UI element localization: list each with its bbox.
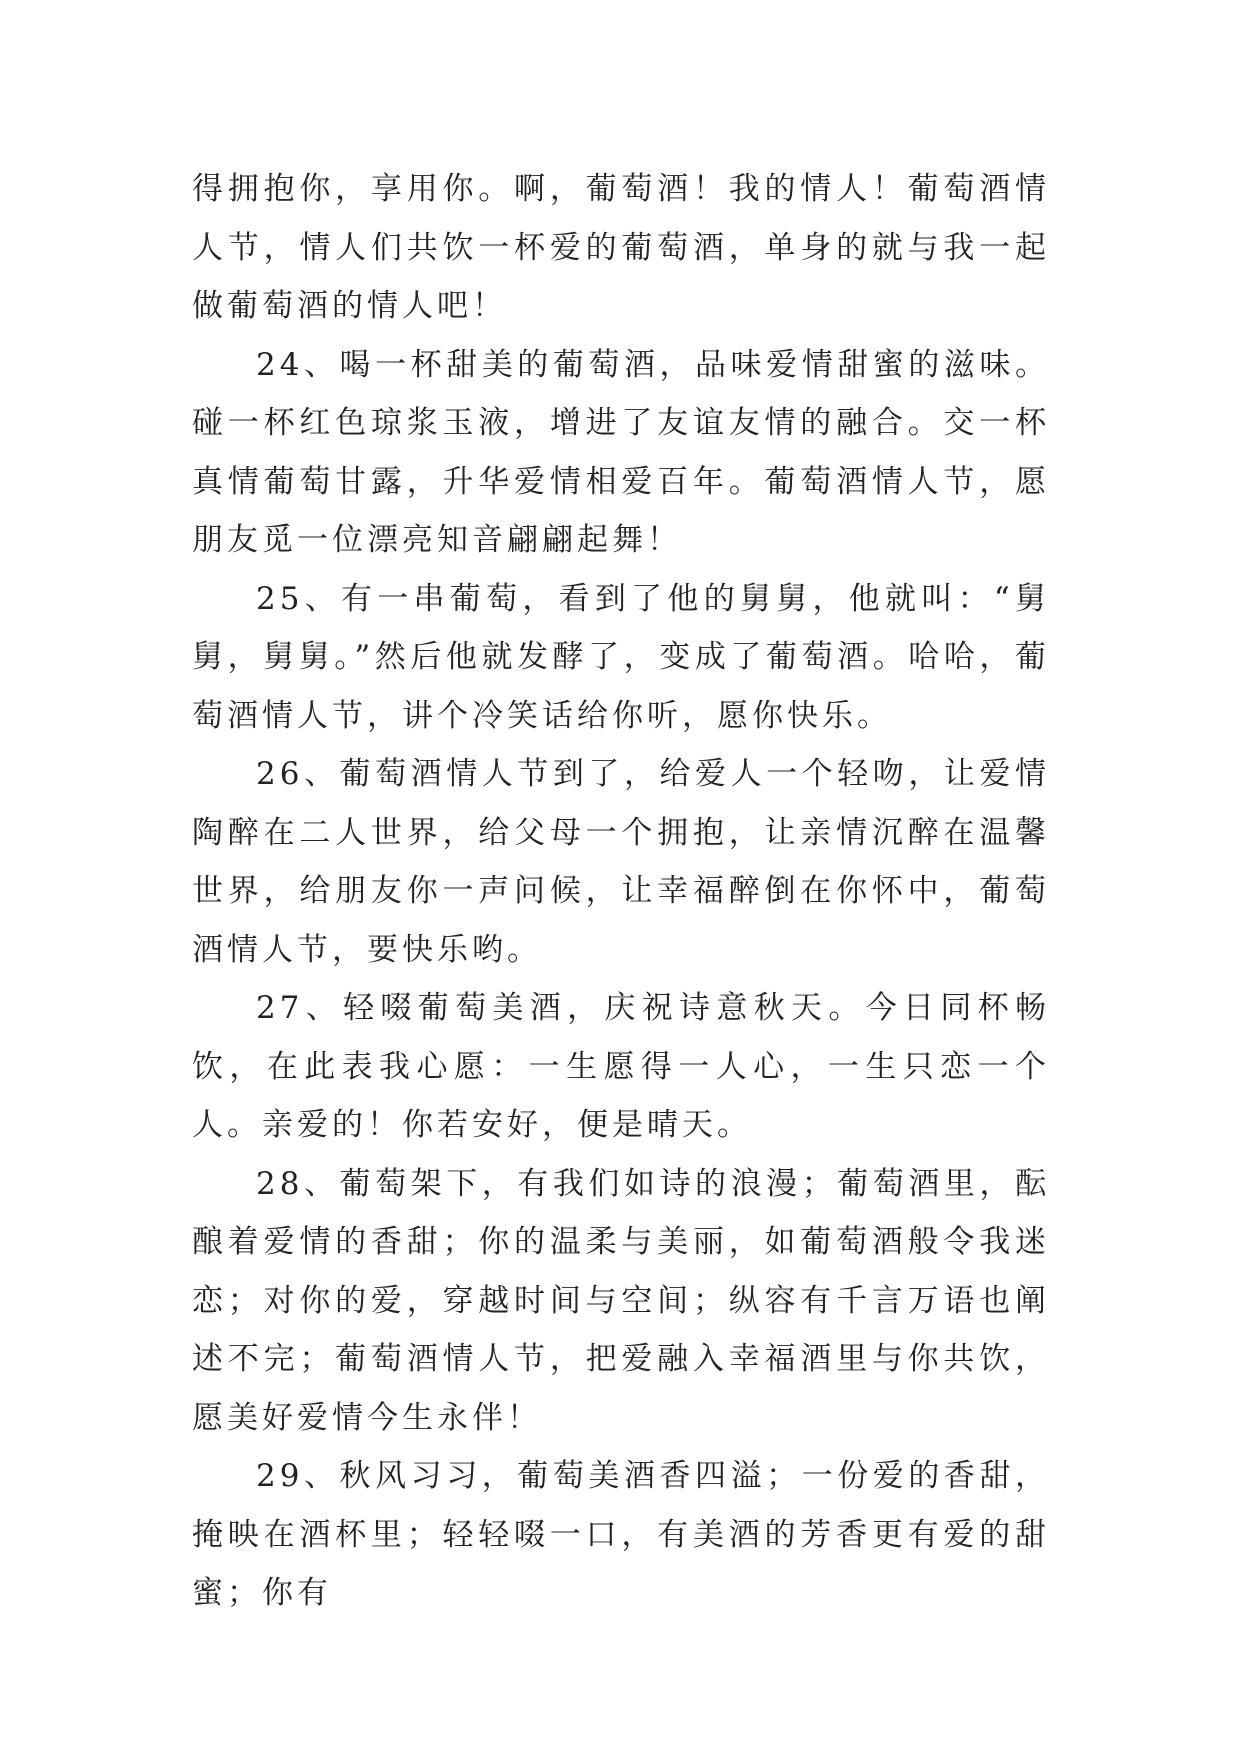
paragraph-25: 25、有一串葡萄，看到了他的舅舅，他就叫：“舅舅，舅舅。”然后他就发酵了，变成了葡萄酒。哈哈，葡萄酒情人节，讲个冷笑话给你听，愿你快乐。 [192,580,1050,734]
paragraph-27: 27、轻啜葡萄美酒，庆祝诗意秋天。今日同杯畅饮，在此表我心愿：一生愿得一人心，一生只恋一个人。亲爱的！你若安好，便是晴天。 [192,990,1050,1143]
paragraph-24: 24、喝一杯甜美的葡萄酒，品味爱情甜蜜的滋味。碰一杯红色琼浆玉液，增进了友谊友情的融合。交一杯真情葡萄甘露，升华爱情相爱百年。葡萄酒情人节，愿朋友觅一位漂亮知音翩翩起舞！ [192,346,1050,558]
paragraph-28: 28、葡萄架下，有我们如诗的浪漫；葡萄酒里，酝酿着爱情的香甜；你的温柔与美丽，如葡萄酒般令我迷恋；对你的爱，穿越时间与空间；纵容有千言万语也阐述不完；葡萄酒情人节，把爱融入幸福酒里与你共饮，愿美好爱情今生永伴！ [192,1165,1050,1436]
paragraph-continuation: 得拥抱你，享用你。啊，葡萄酒！我的情人！葡萄酒情人节，情人们共饮一杯爱的葡萄酒，单身的就与我一起做葡萄酒的情人吧！ [192,171,1050,324]
paragraph-26: 26、葡萄酒情人节到了，给爱人一个轻吻，让爱情陶醉在二人世界，给父母一个拥抱，让亲情沉醉在温馨世界，给朋友你一声问候，让幸福醉倒在你怀中，葡萄酒情人节，要快乐哟。 [192,756,1050,968]
document-page [192,160,1050,1623]
paragraph-29: 29、秋风习习，葡萄美酒香四溢；一份爱的香甜，掩映在酒杯里；轻轻啜一口，有美酒的芳香更有爱的甜蜜；你有 [192,1458,1050,1611]
